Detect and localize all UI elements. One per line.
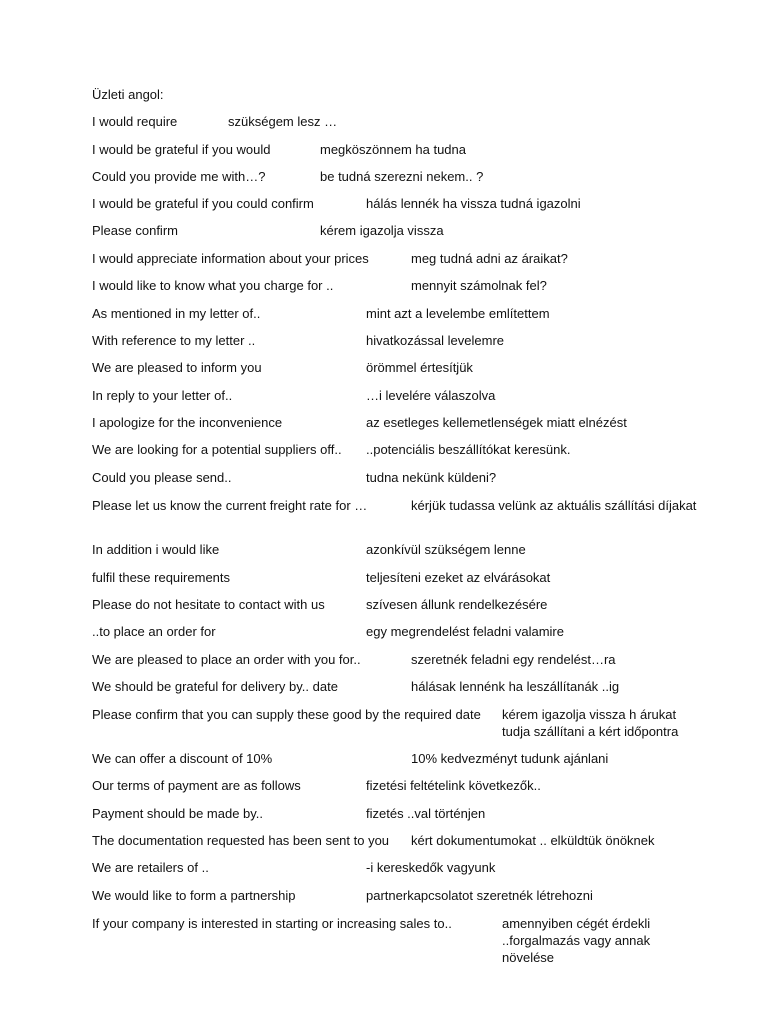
english-phrase: ..to place an order for	[92, 624, 216, 639]
english-phrase: The documentation requested has been sent to you	[92, 833, 390, 848]
hungarian-phrase: be tudná szerezni nekem.. ?	[320, 169, 484, 184]
hungarian-phrase: kérem igazolja vissza	[320, 223, 444, 238]
phrase-row	[92, 706, 692, 742]
hungarian-phrase: megköszönnem ha tudna	[320, 142, 466, 157]
english-phrase: We are retailers of ..	[92, 860, 209, 875]
english-phrase: We should be grateful for delivery by.. date	[92, 679, 338, 694]
english-phrase: Please confirm that you can supply these good by the required date	[92, 707, 481, 722]
english-phrase: In reply to your letter of..	[92, 388, 233, 403]
english-phrase: Please confirm	[92, 223, 178, 238]
hungarian-phrase: hivatkozással levelemre	[366, 333, 505, 348]
english-phrase: We are pleased to inform you	[92, 360, 262, 375]
english-phrase: I would be grateful if you could confirm	[92, 196, 314, 211]
hungarian-phrase: partnerkapcsolatot szeretnék létrehozni	[366, 888, 593, 903]
hungarian-phrase: örömmel értesítjük	[366, 360, 473, 375]
english-phrase: I would appreciate information about your prices	[92, 251, 369, 266]
hungarian-phrase: meg tudná adni az áraikat?	[411, 251, 568, 266]
phrase-row	[92, 497, 697, 533]
hungarian-phrase: 10% kedvezményt tudunk ajánlani	[411, 751, 609, 766]
hungarian-phrase: az esetleges kellemetlenségek miatt elnézést	[366, 415, 627, 430]
english-phrase: As mentioned in my letter of..	[92, 306, 261, 321]
page-title: Üzleti angol:	[92, 87, 164, 102]
hungarian-phrase: teljesíteni ezeket az elvárásokat	[366, 570, 551, 585]
hungarian-phrase: fizetési feltételink következők..	[366, 778, 541, 793]
hungarian-phrase: azonkívül szükségem lenne	[366, 542, 526, 557]
hungarian-phrase: mennyit számolnak fel?	[411, 278, 547, 293]
hungarian-phrase: …i levelére válaszolva	[366, 388, 496, 403]
hungarian-phrase: mint azt a levelembe említettem	[366, 306, 550, 321]
hungarian-phrase: -i kereskedők vagyunk	[366, 860, 496, 875]
english-phrase: Our terms of payment are as follows	[92, 778, 301, 793]
english-phrase: We would like to form a partnership	[92, 888, 296, 903]
hungarian-phrase: tudna nekünk küldeni?	[366, 470, 497, 485]
english-phrase: If your company is interested in starting or increasing sales to..	[92, 916, 452, 931]
english-phrase: We are looking for a potential suppliers off..	[92, 442, 342, 457]
english-phrase: I would like to know what you charge for ..	[92, 278, 334, 293]
hungarian-phrase: kért dokumentumokat .. elküldtük önöknek	[411, 833, 655, 848]
hungarian-phrase: egy megrendelést feladni valamire	[366, 624, 564, 639]
hungarian-phrase: ..potenciális beszállítókat keresünk.	[366, 442, 571, 457]
hungarian-phrase: kérem igazolja vissza h árukat tudja szállítani a kért időpontra	[502, 707, 679, 739]
hungarian-phrase: kérjük tudassa velünk az aktuális szállítási díjakat	[411, 498, 697, 513]
hungarian-phrase: hálás lennék ha vissza tudná igazolni	[366, 196, 581, 211]
english-phrase: With reference to my letter ..	[92, 333, 256, 348]
english-phrase: In addition i would like	[92, 542, 220, 557]
hungarian-phrase: amennyiben cégét érdekli ..forgalmazás vagy annak növelése	[502, 916, 651, 965]
english-phrase: Please let us know the current freight rate for …	[92, 498, 368, 513]
english-phrase: Payment should be made by..	[92, 806, 264, 821]
english-phrase: Could you please send..	[92, 470, 232, 485]
english-phrase: fulfil these requirements	[92, 570, 231, 585]
english-phrase: I apologize for the inconvenience	[92, 415, 283, 430]
english-phrase: Could you provide me with…?	[92, 169, 266, 184]
hungarian-phrase: hálásak lennénk ha leszállítanák ..ig	[411, 679, 620, 694]
phrase-row	[92, 915, 692, 965]
english-phrase: We are pleased to place an order with you for..	[92, 652, 361, 667]
english-phrase: Please do not hesitate to contact with us	[92, 597, 325, 612]
english-phrase: I would be grateful if you would	[92, 142, 271, 157]
english-phrase: I would require	[92, 114, 178, 129]
hungarian-phrase: fizetés ..val történjen	[366, 806, 486, 821]
hungarian-phrase: szükségem lesz …	[228, 114, 338, 129]
hungarian-phrase: szeretnék feladni egy rendelést…ra	[411, 652, 616, 667]
hungarian-phrase: szívesen állunk rendelkezésére	[366, 597, 548, 612]
english-phrase: We can offer a discount of 10%	[92, 751, 273, 766]
